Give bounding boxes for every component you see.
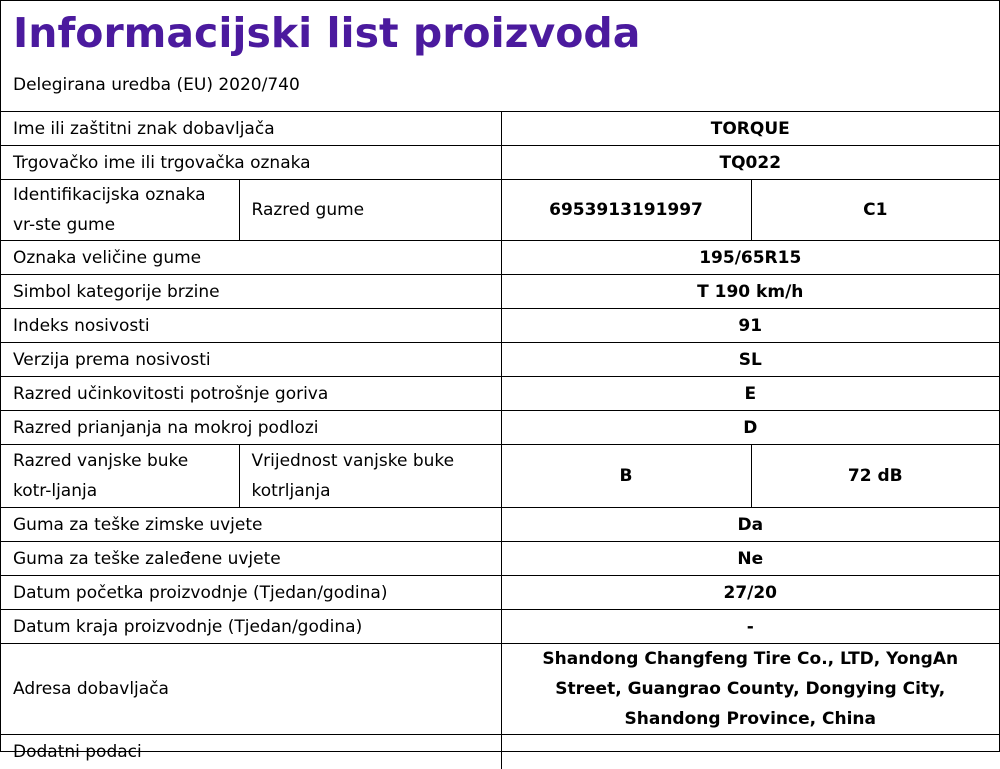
- severe-snow-value: Da: [501, 508, 999, 542]
- table-row: [1, 309, 999, 343]
- table-row: [1, 610, 999, 644]
- table-row: [1, 542, 999, 576]
- noise-class-label: Razred vanjske buke kotr-ljanja: [1, 445, 239, 508]
- trade-name-value: TQ022: [501, 146, 999, 180]
- size-value: 195/65R15: [501, 241, 999, 275]
- speed-category-label: Simbol kategorije brzine: [1, 275, 501, 309]
- table-row: [1, 112, 999, 146]
- production-start-value: 27/20: [501, 576, 999, 610]
- wet-grip-label: Razred prianjanja na mokroj podlozi: [1, 411, 501, 445]
- supplier-value: TORQUE: [501, 112, 999, 146]
- fuel-efficiency-label: Razred učinkovitosti potrošnje goriva: [1, 377, 501, 411]
- supplier-address-label: Adresa dobavljača: [1, 644, 501, 735]
- load-index-label: Indeks nosivosti: [1, 309, 501, 343]
- table-row: [1, 241, 999, 275]
- supplier-address-value: Shandong Changfeng Tire Co., LTD, YongAn Street, Guangrao County, Dongying City, Shandong Province, China: [501, 644, 999, 735]
- supplier-label: Ime ili zaštitni znak dobavljača: [1, 112, 501, 146]
- regulation-subtitle: Delegirana uredba (EU) 2020/740: [1, 65, 999, 111]
- table-row: [1, 275, 999, 309]
- load-version-value: SL: [501, 343, 999, 377]
- table-row: [1, 445, 999, 508]
- tyre-class-value: C1: [751, 180, 999, 241]
- table-row: [1, 146, 999, 180]
- wet-grip-value: D: [501, 411, 999, 445]
- table-row: [1, 644, 999, 735]
- type-identifier-label: Identifikacijska oznaka vr-ste gume: [1, 180, 239, 241]
- production-start-label: Datum početka proizvodnje (Tjedan/godina): [1, 576, 501, 610]
- table-row: [1, 576, 999, 610]
- table-row: [1, 411, 999, 445]
- page-title: Informacijski list proizvoda: [1, 1, 999, 65]
- tyre-info-table: [1, 111, 999, 769]
- size-label: Oznaka veličine gume: [1, 241, 501, 275]
- production-end-value: -: [501, 610, 999, 644]
- ice-grip-label: Guma za teške zaleđene uvjete: [1, 542, 501, 576]
- table-row: [1, 343, 999, 377]
- trade-name-label: Trgovačko ime ili trgovačka oznaka: [1, 146, 501, 180]
- tyre-class-label: Razred gume: [239, 180, 501, 241]
- table-row: [1, 180, 999, 241]
- fuel-efficiency-value: E: [501, 377, 999, 411]
- severe-snow-label: Guma za teške zimske uvjete: [1, 508, 501, 542]
- load-index-value: 91: [501, 309, 999, 343]
- production-end-label: Datum kraja proizvodnje (Tjedan/godina): [1, 610, 501, 644]
- additional-info-label: Dodatni podaci: [1, 735, 501, 769]
- noise-value-value: 72 dB: [751, 445, 999, 508]
- noise-value-label: Vrijednost vanjske buke kotrljanja: [239, 445, 501, 508]
- load-version-label: Verzija prema nosivosti: [1, 343, 501, 377]
- table-row: [1, 377, 999, 411]
- speed-category-value: T 190 km/h: [501, 275, 999, 309]
- table-row: [1, 508, 999, 542]
- type-identifier-value: 6953913191997: [501, 180, 751, 241]
- ice-grip-value: Ne: [501, 542, 999, 576]
- noise-class-value: B: [501, 445, 751, 508]
